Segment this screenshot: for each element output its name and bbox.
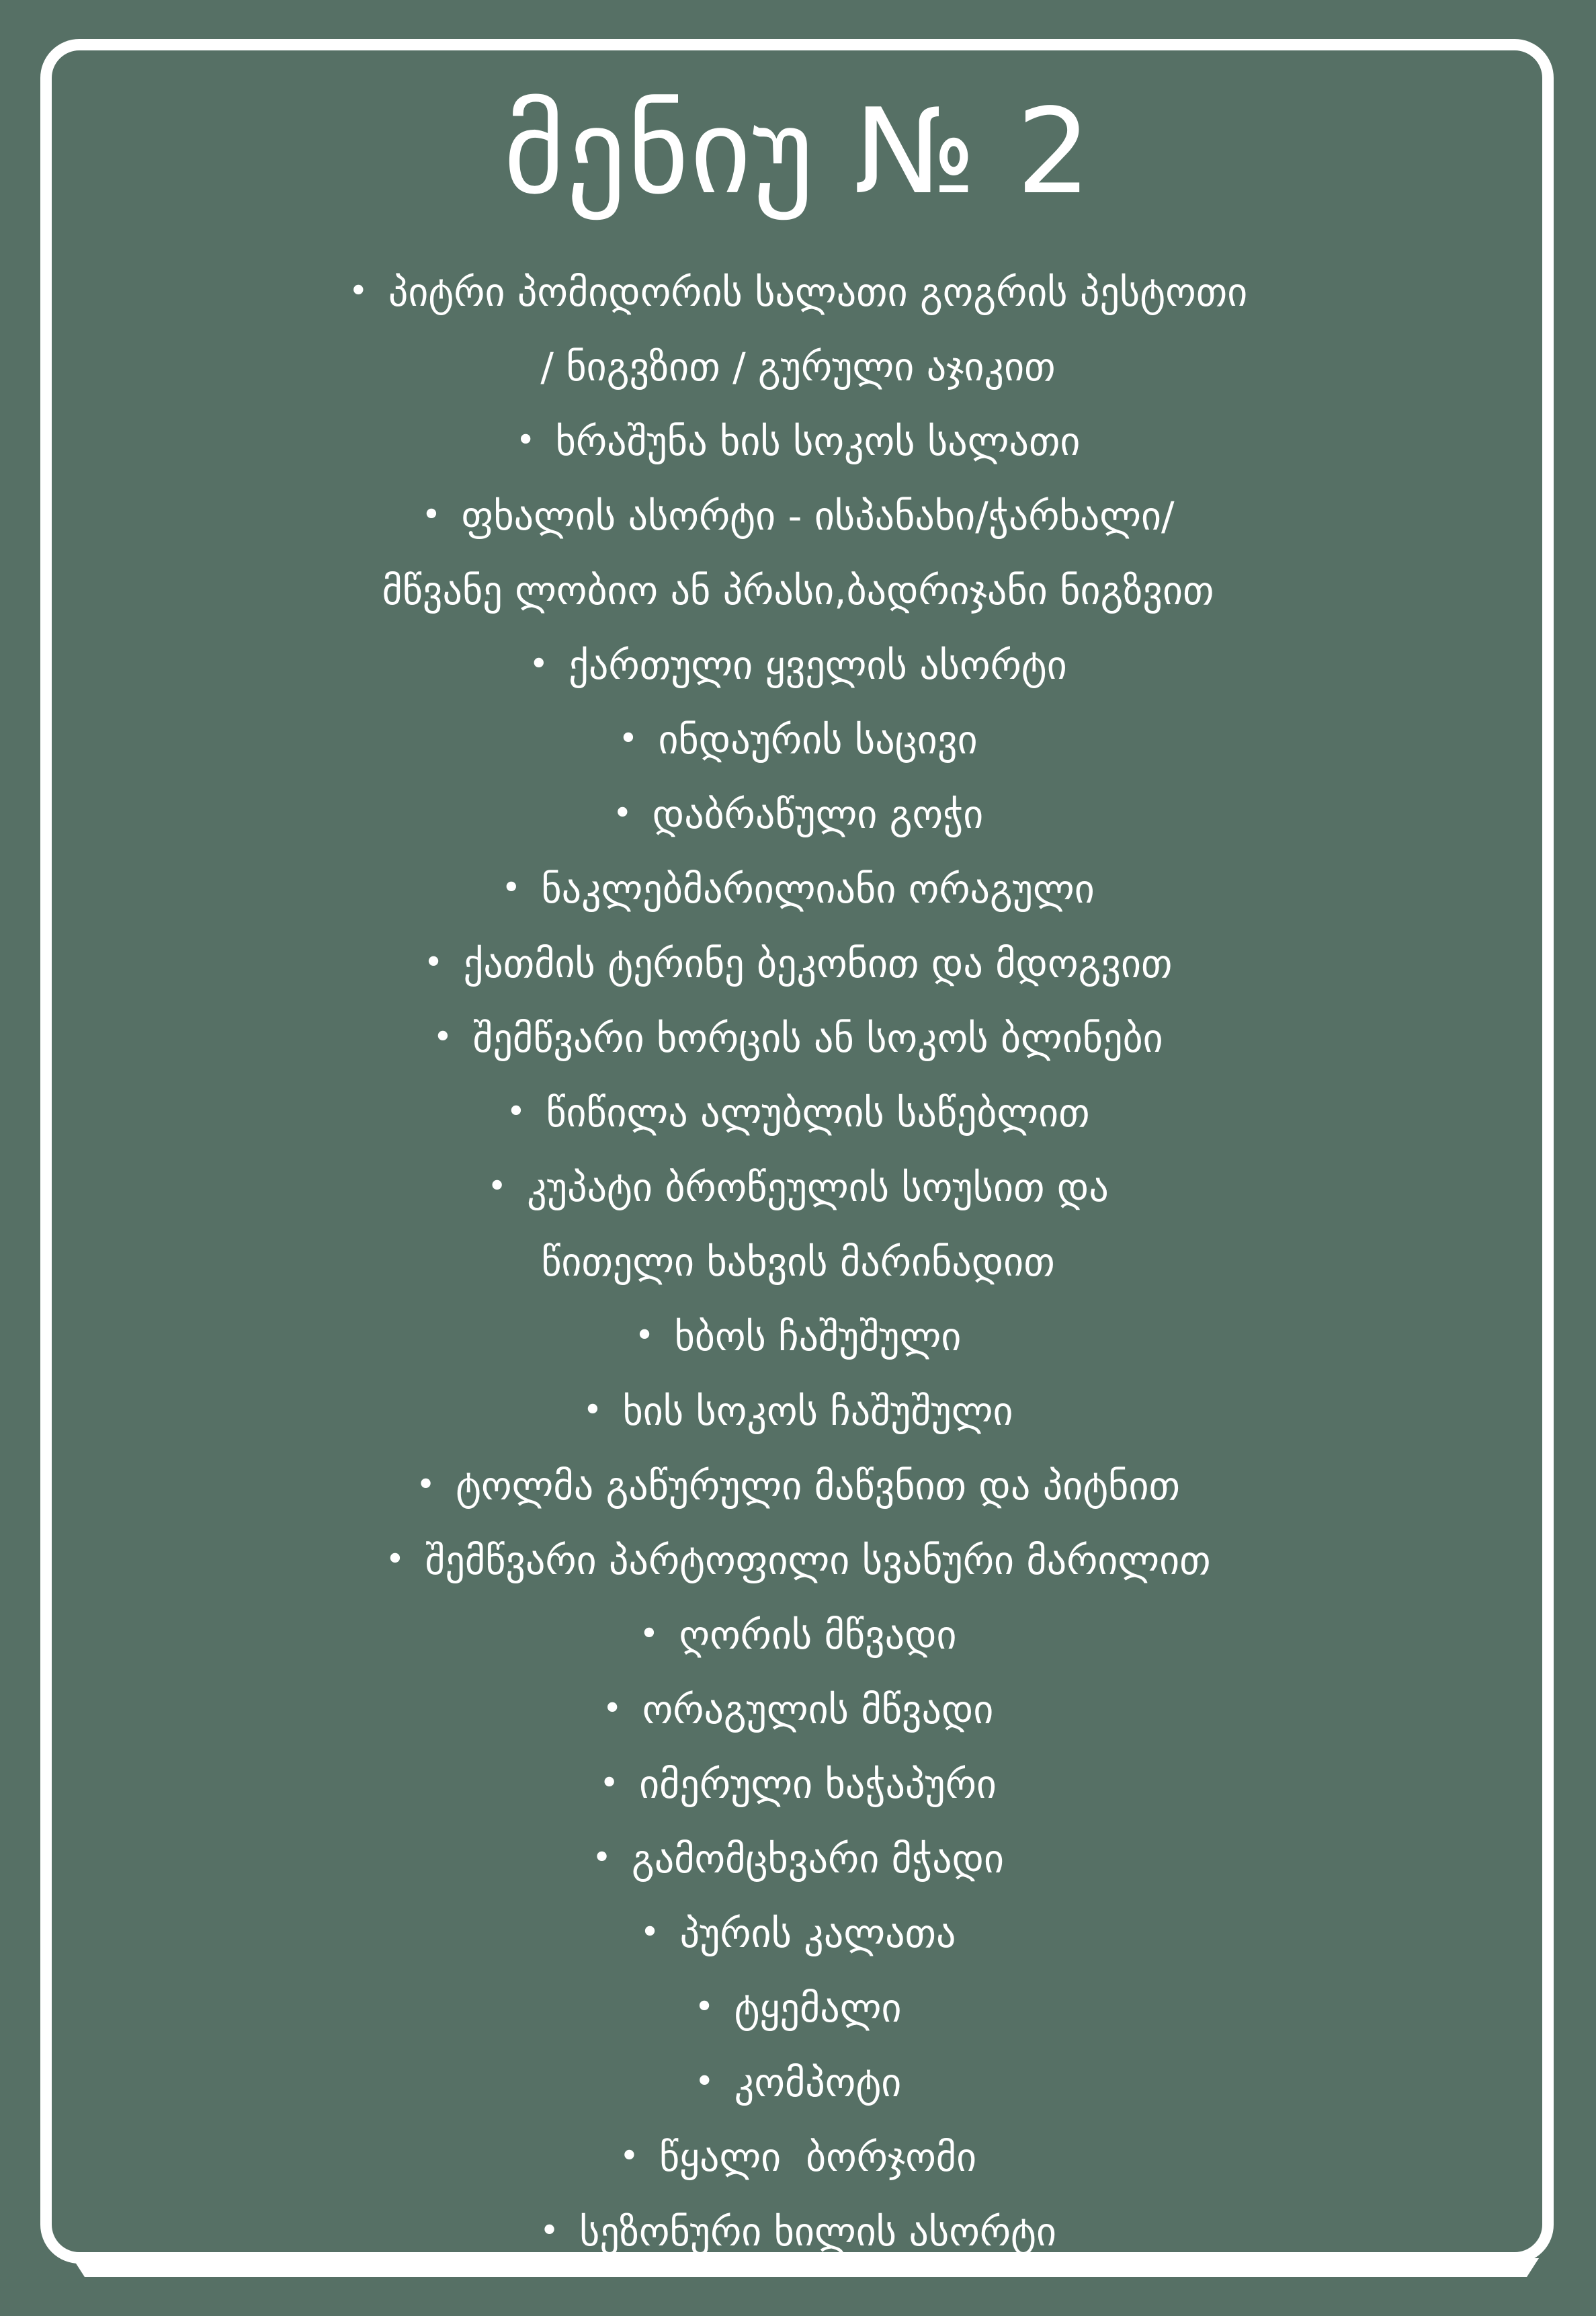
menu-item-text: შემწვარი ხორცის ან სოკოს ბლინები bbox=[472, 1016, 1163, 1061]
bullet-icon: • bbox=[487, 1166, 507, 1205]
menu-item-text: ქათმის ტერინე ბეკონით და მდოგვით bbox=[463, 941, 1173, 987]
menu-item bbox=[0, 1673, 1596, 1747]
bullet-icon: • bbox=[348, 271, 368, 310]
menu-item-text: პურის კალათა bbox=[679, 1911, 956, 1956]
bullet-icon: • bbox=[421, 495, 442, 534]
bullet-icon: • bbox=[529, 644, 549, 683]
menu-item-text: დაბრაწული გოჭი bbox=[652, 792, 984, 837]
menu-item bbox=[0, 778, 1596, 852]
bullet-icon: • bbox=[515, 420, 536, 459]
menu-item-text: გამომცხვარი მჭადი bbox=[632, 1836, 1005, 1882]
menu-item-text: ტოლმა გაწურული მაწვნით და პიტნით bbox=[456, 1463, 1180, 1509]
menu-title: მენიუ № 2 bbox=[503, 84, 1093, 220]
menu-item-text: პიტრი პომიდორის სალათი გოგრის პესტოთი bbox=[388, 270, 1248, 315]
menu-item-text: ინდაურის საცივი bbox=[658, 717, 978, 763]
bullet-icon: • bbox=[694, 2061, 714, 2100]
menu-item-text: წიწილა ალუბლის საწებლით bbox=[546, 1090, 1090, 1136]
bullet-icon: • bbox=[599, 1763, 620, 1802]
menu-item bbox=[0, 1300, 1596, 1374]
bullet-icon: • bbox=[634, 1315, 655, 1354]
menu-item-text: ხბოს ჩაშუშული bbox=[674, 1314, 962, 1360]
menu-item-text: ფხალის ასორტი - ისპანახი/ჭარხალი/ bbox=[461, 493, 1175, 539]
menu-item bbox=[0, 1001, 1596, 1076]
menu-item bbox=[0, 2195, 1596, 2270]
bullet-icon: • bbox=[602, 1688, 622, 1727]
menu-item-text: კუპატი ბროწეულის სოუსით და bbox=[527, 1165, 1109, 1210]
menu-item bbox=[0, 1524, 1596, 1598]
menu-item bbox=[0, 2046, 1596, 2120]
bullet-icon: • bbox=[591, 1837, 612, 1876]
menu-item bbox=[0, 405, 1596, 479]
menu-item-text: ორაგულის მწვადი bbox=[642, 1687, 994, 1733]
menu-item bbox=[0, 479, 1596, 554]
bullet-icon: • bbox=[619, 2136, 639, 2175]
bullet-icon: • bbox=[639, 1614, 659, 1653]
menu-item-text: შემწვარი პარტოფილი სვანური მარილით bbox=[425, 1538, 1211, 1583]
bullet-icon: • bbox=[583, 1390, 603, 1429]
bullet-icon: • bbox=[694, 1987, 714, 2026]
menu-item-text: ხის სოკოს ჩაშუშული bbox=[622, 1389, 1013, 1434]
bullet-icon: • bbox=[612, 793, 632, 832]
menu-item-text: ღორის მწვადი bbox=[679, 1612, 957, 1658]
menu-item bbox=[0, 852, 1596, 927]
menu-item-text: სეზონური ხილის ასორტი bbox=[579, 2209, 1056, 2255]
menu-item bbox=[0, 2120, 1596, 2195]
menu-item bbox=[0, 1598, 1596, 1673]
bullet-icon: • bbox=[385, 1539, 405, 1578]
menu-item-text: წყალი ბორჯომი bbox=[659, 2135, 977, 2180]
menu-item bbox=[0, 628, 1596, 703]
menu-item bbox=[0, 927, 1596, 1001]
menu-item bbox=[0, 1374, 1596, 1449]
menu-item bbox=[0, 1449, 1596, 1524]
bullet-icon: • bbox=[433, 1017, 453, 1056]
menu-item-text: მწვანე ლობიო ან პრასი,ბადრიჯანი ნიგზვით bbox=[382, 568, 1214, 614]
bullet-icon: • bbox=[501, 868, 521, 907]
menu-item bbox=[0, 1151, 1596, 1225]
bullet-icon: • bbox=[423, 942, 444, 981]
menu-item-text: კომპოტი bbox=[734, 2060, 902, 2106]
menu-item-text: წითელი ხახვის მარინადით bbox=[541, 1239, 1055, 1285]
menu-list bbox=[0, 255, 1596, 2270]
menu-item-continuation bbox=[0, 554, 1596, 628]
menu-item bbox=[0, 703, 1596, 778]
menu-item bbox=[0, 1822, 1596, 1897]
menu-item bbox=[0, 1076, 1596, 1151]
menu-item bbox=[0, 1747, 1596, 1822]
menu-item-text: ნაკლებმარილიანი ორაგული bbox=[541, 866, 1095, 912]
menu-item-text: ტყემალი bbox=[734, 1985, 902, 2031]
menu-item bbox=[0, 1897, 1596, 1971]
menu-item-continuation bbox=[0, 1225, 1596, 1300]
menu-item-text: ქართული ყველის ასორტი bbox=[569, 643, 1067, 688]
menu-item bbox=[0, 1971, 1596, 2046]
bullet-icon: • bbox=[640, 1912, 660, 1951]
menu-item bbox=[0, 255, 1596, 330]
bullet-icon: • bbox=[506, 1091, 526, 1130]
menu-item-text: ხრაშუნა ხის სოკოს სალათი bbox=[555, 419, 1081, 464]
menu-item-text: / ნიგვზით / გურული აჯიკით bbox=[540, 344, 1056, 390]
menu-item-continuation bbox=[0, 330, 1596, 405]
bullet-icon: • bbox=[540, 2210, 560, 2249]
bullet-icon: • bbox=[416, 1464, 436, 1503]
menu-item-text: იმერული ხაჭაპური bbox=[639, 1762, 997, 1807]
bullet-icon: • bbox=[618, 718, 638, 757]
